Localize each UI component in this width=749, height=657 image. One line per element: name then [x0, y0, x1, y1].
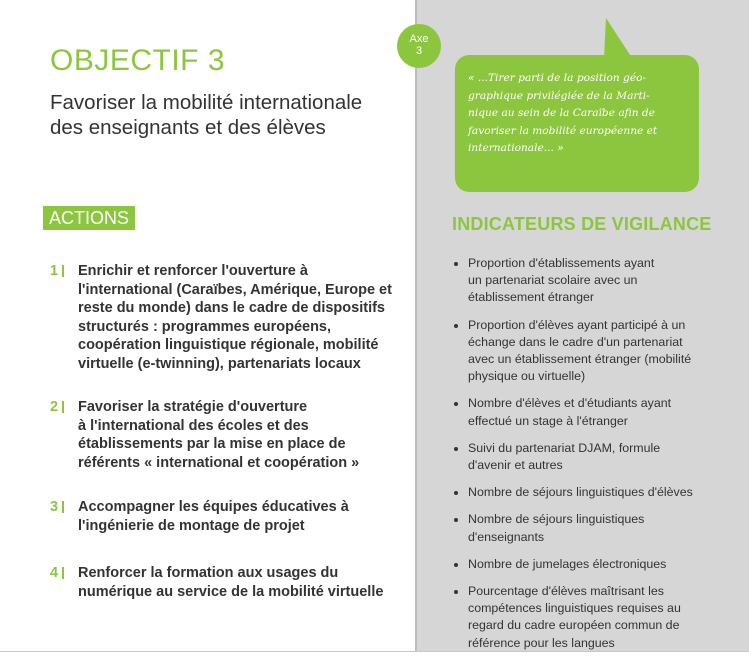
action-line: structurés : programmes européens, [78, 318, 332, 335]
action-item-2 [50, 398, 400, 472]
objective-title: OBJECTIF 3 [50, 44, 226, 77]
quote-text [468, 70, 690, 158]
action-text [78, 564, 400, 601]
quote-line: graphique privilégiée de la Marti- [468, 89, 650, 102]
action-text [78, 398, 400, 472]
indicator-line: Nombre de séjours linguistiques d'élèves [468, 485, 693, 500]
axe-number: 3 [415, 45, 423, 57]
objective-subtitle [50, 90, 410, 140]
indicator-line: d'avenir et autres [468, 458, 563, 473]
indicator-line: regard du cadre européen commun de [468, 618, 680, 633]
indicator-line: Nombre de séjours linguistiques [468, 512, 645, 527]
action-number: 1 [50, 263, 59, 279]
indicator-line: Pourcentage d'élèves maîtrisant les [468, 584, 664, 599]
action-marker [62, 401, 64, 413]
action-item-1 [50, 262, 400, 374]
quote-line: favoriser la mobilité européenne et [468, 124, 658, 137]
indicator-line: Proportion d'établissements ayant [468, 256, 655, 270]
indicator-item [452, 255, 727, 307]
action-line: Renforcer la formation aux usages du [78, 565, 339, 581]
action-marker [62, 501, 64, 513]
indicator-item [452, 440, 727, 474]
indicator-item [452, 395, 727, 429]
action-text [78, 498, 400, 535]
indicator-line: effectué un stage à l'étranger [468, 413, 628, 428]
indicator-line: établissement étranger [468, 290, 595, 305]
action-line: Accompagner les équipes éducatives à [78, 499, 349, 515]
indicator-item [452, 484, 727, 501]
bullet-icon [454, 491, 458, 495]
indicator-line: Suivi du partenariat DJAM, formule [468, 440, 661, 455]
indicator-line: compétences linguistiques requises au [468, 601, 681, 616]
objective-subtitle-line: des enseignants et des élèves [50, 116, 326, 139]
indicator-line: échange dans le cadre d'un partenariat [468, 334, 683, 349]
action-line: référents « international et coopération » [78, 454, 360, 471]
action-line: l'ingénierie de montage de projet [78, 517, 305, 534]
axe-label: Axe [409, 33, 429, 45]
action-line: établissements par la mise en place de [78, 436, 346, 453]
indicator-line: référence pour les langues [468, 635, 615, 650]
action-item-3 [50, 498, 400, 535]
action-line: à l'international des écoles et des [78, 417, 309, 434]
indicator-line: physique ou virtuelle) [468, 369, 586, 384]
indicator-item [452, 556, 727, 573]
bullet-icon [454, 518, 458, 522]
action-marker [62, 567, 64, 579]
bullet-icon [454, 447, 458, 451]
action-line: virtuelle (e-twinning), partenariats locaux [78, 355, 361, 372]
indicator-line: Nombre de jumelages électroniques [468, 556, 667, 571]
bullet-icon [454, 402, 458, 406]
action-number: 2 [50, 399, 59, 415]
quote-line: « ...Tirer parti de la position géo- [468, 72, 647, 84]
action-line: Favoriser la stratégie d'ouverture [78, 399, 308, 415]
action-line: coopération linguistique régionale, mobilité [78, 337, 379, 354]
column-divider [415, 0, 417, 651]
bullet-icon [454, 563, 458, 567]
indicator-line: Proportion d'élèves ayant participé à un [468, 317, 686, 332]
action-line: l'international (Caraïbes, Amérique, Europe et [78, 281, 392, 298]
action-number: 3 [50, 499, 59, 515]
bullet-icon [454, 590, 458, 594]
action-text [78, 262, 400, 374]
indicator-line: d'enseignants [468, 529, 545, 544]
quote-line: internationale... » [468, 142, 564, 155]
actions-heading: ACTIONS [43, 206, 135, 230]
quote-line: nique au sein de la Caraïbe afin de [468, 107, 655, 120]
action-number: 4 [50, 565, 59, 581]
indicator-line: un partenariat scolaire avec un [468, 273, 638, 288]
action-item-4 [50, 564, 400, 601]
action-line: Enrichir et renforcer l'ouverture à [78, 263, 308, 279]
quote-bubble-tail [604, 18, 632, 58]
indicator-line: Nombre d'élèves et d'étudiants ayant [468, 396, 672, 411]
indicator-item [452, 317, 727, 386]
objective-subtitle-line: Favoriser la mobilité internationale [50, 91, 363, 114]
indicator-item [452, 511, 727, 545]
axe-badge [397, 24, 441, 68]
indicators-title: INDICATEURS DE VIGILANCE [452, 214, 712, 234]
action-line: numérique au service de la mobilité virtuelle [78, 583, 384, 600]
indicator-item [452, 583, 727, 652]
action-marker [62, 265, 64, 277]
indicator-line: avec un établissement étranger (mobilité [468, 352, 692, 367]
bullet-icon [454, 324, 458, 328]
bullet-icon [454, 262, 458, 266]
indicators-list [452, 255, 727, 657]
action-line: reste du monde) dans le cadre de dispositifs [78, 300, 385, 317]
